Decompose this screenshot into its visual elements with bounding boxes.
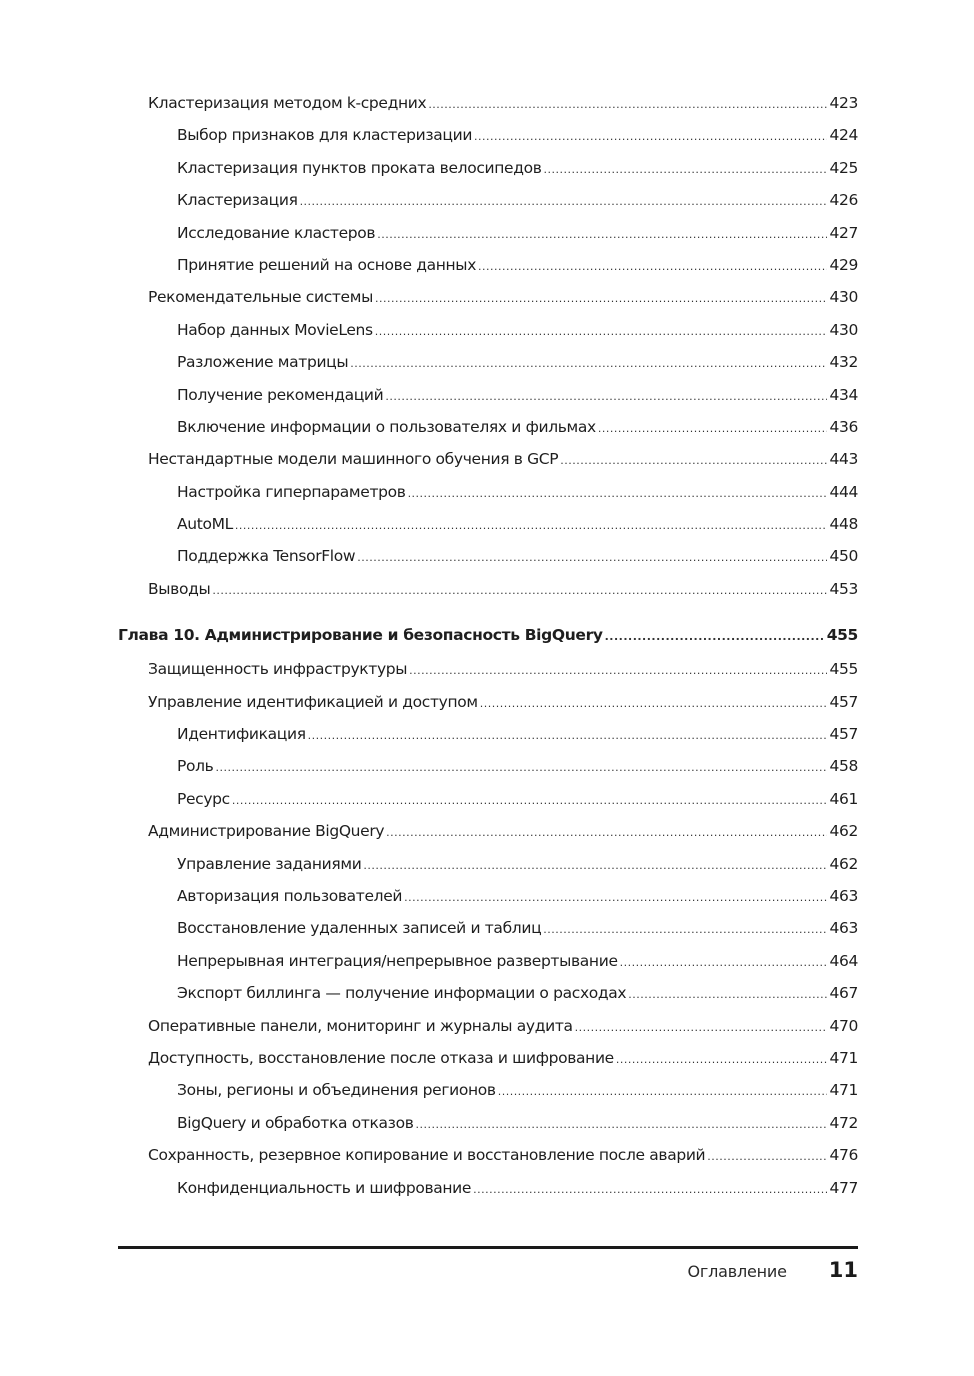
toc-entry-title: Экспорт биллинга — получение информации о расходах: [177, 984, 627, 1003]
toc-entry-title: Авторизация пользователей: [177, 886, 403, 905]
toc-chapter-heading[interactable]: [118, 626, 858, 660]
dot-leader: [575, 1021, 828, 1034]
footer-section-title: Оглавление: [687, 1262, 787, 1281]
toc-entry[interactable]: [118, 790, 858, 822]
toc-entry-page: 430: [829, 320, 858, 339]
toc-entry-page: 457: [829, 692, 858, 711]
dot-leader: [235, 519, 828, 532]
toc-entry-page: 461: [829, 789, 858, 808]
toc-entry-title: Управление заданиями: [177, 854, 362, 873]
toc-entry[interactable]: [118, 1049, 858, 1081]
toc-entry-page: 464: [829, 951, 858, 970]
toc-entry[interactable]: [118, 952, 858, 984]
page-footer: [688, 1258, 858, 1282]
toc-entry-title: BigQuery и обработка отказов: [177, 1113, 414, 1132]
toc-entry[interactable]: [118, 725, 858, 757]
dot-leader: [428, 98, 827, 111]
dot-leader: [474, 130, 827, 143]
toc-entry-page: 443: [829, 450, 858, 469]
toc-entry-title: Идентификация: [177, 725, 306, 744]
dot-leader: [598, 422, 828, 435]
footer-page-number: 11: [828, 1258, 858, 1282]
toc-entry-page: 448: [829, 515, 858, 534]
toc-entry[interactable]: [118, 483, 858, 515]
toc-entry[interactable]: [118, 450, 858, 482]
dot-leader: [212, 584, 827, 597]
toc-entry-page: 432: [829, 353, 858, 372]
toc-entry-page: 430: [829, 288, 858, 307]
toc-entry-page: 457: [829, 725, 858, 744]
toc-entry[interactable]: [118, 288, 858, 320]
dot-leader: [408, 487, 828, 500]
toc-entry-title: Доступность, восстановление после отказа и шифрование: [148, 1048, 614, 1067]
toc-entry-page: 471: [829, 1048, 858, 1067]
dot-leader: [375, 325, 828, 338]
toc-entry-title: Кластеризация пунктов проката велосипедов: [177, 158, 542, 177]
dot-leader: [707, 1150, 827, 1163]
toc-entry[interactable]: [118, 386, 858, 418]
toc-entry[interactable]: [118, 418, 858, 450]
toc-entry-title: Рекомендательные системы: [148, 288, 373, 307]
toc-entry[interactable]: [118, 984, 858, 1016]
dot-leader: [375, 292, 827, 305]
toc-entry[interactable]: [118, 822, 858, 854]
toc-entry[interactable]: [118, 256, 858, 288]
toc-entry-page: 450: [829, 547, 858, 566]
toc-entry-title: Конфиденциальность и шифрование: [177, 1178, 472, 1197]
toc-entry[interactable]: [118, 757, 858, 789]
toc-entry[interactable]: [118, 660, 858, 692]
toc-entry-title: Исследование кластеров: [177, 223, 376, 242]
toc-entry[interactable]: [118, 126, 858, 158]
toc-entry-title: Кластеризация методом k-средних: [148, 94, 427, 112]
toc-entry-page: 462: [829, 854, 858, 873]
toc-entry-title: Настройка гиперпараметров: [177, 482, 406, 501]
toc-entry[interactable]: [118, 693, 858, 725]
toc-entry-page: 453: [829, 579, 858, 598]
dot-leader: [498, 1085, 828, 1098]
toc-entry[interactable]: [118, 321, 858, 353]
dot-leader: [404, 891, 827, 904]
toc-entry[interactable]: [118, 1179, 858, 1211]
toc-entry-page: 462: [829, 822, 858, 841]
dot-leader: [357, 551, 827, 564]
toc-entry[interactable]: [118, 159, 858, 191]
toc-entry-page: 463: [829, 919, 858, 938]
toc-entry-page: 470: [829, 1016, 858, 1035]
dot-leader: [628, 988, 827, 1001]
toc-entry[interactable]: [118, 547, 858, 579]
toc-entry[interactable]: [118, 919, 858, 951]
toc-entry-title: Защищенность инфраструктуры: [148, 660, 408, 679]
toc-entry-page: 455: [826, 626, 858, 645]
toc-entry-page: 458: [829, 757, 858, 776]
dot-leader: [409, 664, 827, 677]
dot-leader: [350, 357, 827, 370]
toc-entry-title: Кластеризация: [177, 191, 298, 210]
toc-entry-page: 427: [829, 223, 858, 242]
dot-leader: [232, 794, 828, 807]
table-of-contents: [118, 94, 858, 1211]
toc-entry-title: Выбор признаков для кластеризации: [177, 126, 473, 145]
toc-entry-page: 426: [829, 191, 858, 210]
toc-entry-page: 467: [829, 984, 858, 1003]
toc-entry[interactable]: [118, 887, 858, 919]
dot-leader: [385, 390, 827, 403]
toc-entry-title: Поддержка TensorFlow: [177, 547, 356, 566]
toc-entry-page: 472: [829, 1113, 858, 1132]
toc-entry-title: Набор данных MovieLens: [177, 320, 373, 339]
toc-entry-page: 455: [829, 660, 858, 679]
toc-entry-page: 436: [829, 417, 858, 436]
toc-entry-page: 424: [829, 126, 858, 145]
toc-entry[interactable]: [118, 855, 858, 887]
toc-entry[interactable]: [118, 353, 858, 385]
dot-leader: [473, 1183, 827, 1196]
toc-entry[interactable]: [118, 580, 858, 612]
toc-entry-page: 429: [829, 255, 858, 274]
toc-entry-title: Разложение матрицы: [177, 353, 349, 372]
toc-entry-title: Управление идентификацией и доступом: [148, 692, 478, 711]
toc-entry-page: 425: [829, 158, 858, 177]
dot-leader: [415, 1118, 827, 1131]
toc-entry-title: Нестандартные модели машинного обучения в GCP: [148, 450, 559, 469]
toc-entry-page: 471: [829, 1081, 858, 1100]
toc-entry-title: Глава 10. Администрирование и безопасность BigQuery: [118, 626, 603, 645]
toc-entry-title: Выводы: [148, 579, 211, 598]
toc-entry-title: Получение рекомендаций: [177, 385, 384, 404]
toc-entry[interactable]: [118, 1081, 858, 1113]
dot-leader: [560, 454, 827, 467]
toc-entry[interactable]: [118, 1017, 858, 1049]
dot-leader: [620, 956, 828, 969]
toc-entry[interactable]: [118, 515, 858, 547]
dot-leader: [377, 228, 827, 241]
toc-entry-page: 423: [829, 94, 858, 112]
toc-entry-page: 476: [829, 1146, 858, 1165]
toc-entry[interactable]: [118, 224, 858, 256]
toc-entry-title: Принятие решений на основе данных: [177, 255, 477, 274]
toc-entry-title: Зоны, регионы и объединения регионов: [177, 1081, 496, 1100]
toc-entry-title: AutoML: [177, 515, 233, 534]
toc-entry-page: 444: [829, 482, 858, 501]
toc-entry-page: 463: [829, 886, 858, 905]
toc-entry-title: Непрерывная интеграция/непрерывное развертывание: [177, 951, 618, 970]
toc-entry[interactable]: [118, 94, 858, 126]
toc-entry[interactable]: [118, 1146, 858, 1178]
dot-leader: [300, 195, 828, 208]
toc-entry-title: Оперативные панели, мониторинг и журналы аудита: [148, 1016, 573, 1035]
dot-leader: [478, 260, 827, 273]
toc-entry-page: 434: [829, 385, 858, 404]
toc-entry[interactable]: [118, 191, 858, 223]
dot-leader: [544, 163, 828, 176]
dot-leader: [386, 826, 827, 839]
dot-leader: [616, 1053, 828, 1066]
dot-leader: [363, 859, 827, 872]
toc-entry-page: 477: [829, 1178, 858, 1197]
toc-entry-title: Восстановление удаленных записей и таблиц: [177, 919, 542, 938]
dot-leader: [480, 697, 828, 710]
dot-leader: [215, 761, 827, 774]
dot-leader: [605, 630, 825, 643]
toc-entry-title: Сохранность, резервное копирование и восстановление после аварий: [148, 1146, 706, 1165]
toc-entry-title: Включение информации о пользователях и фильмах: [177, 417, 596, 436]
dot-leader: [543, 923, 827, 936]
toc-entry-title: Администрирование BigQuery: [148, 822, 385, 841]
toc-entry[interactable]: [118, 1114, 858, 1146]
footer-rule: [118, 1246, 858, 1249]
dot-leader: [308, 729, 828, 742]
toc-entry-title: Ресурс: [177, 789, 230, 808]
toc-entry-title: Роль: [177, 757, 214, 776]
